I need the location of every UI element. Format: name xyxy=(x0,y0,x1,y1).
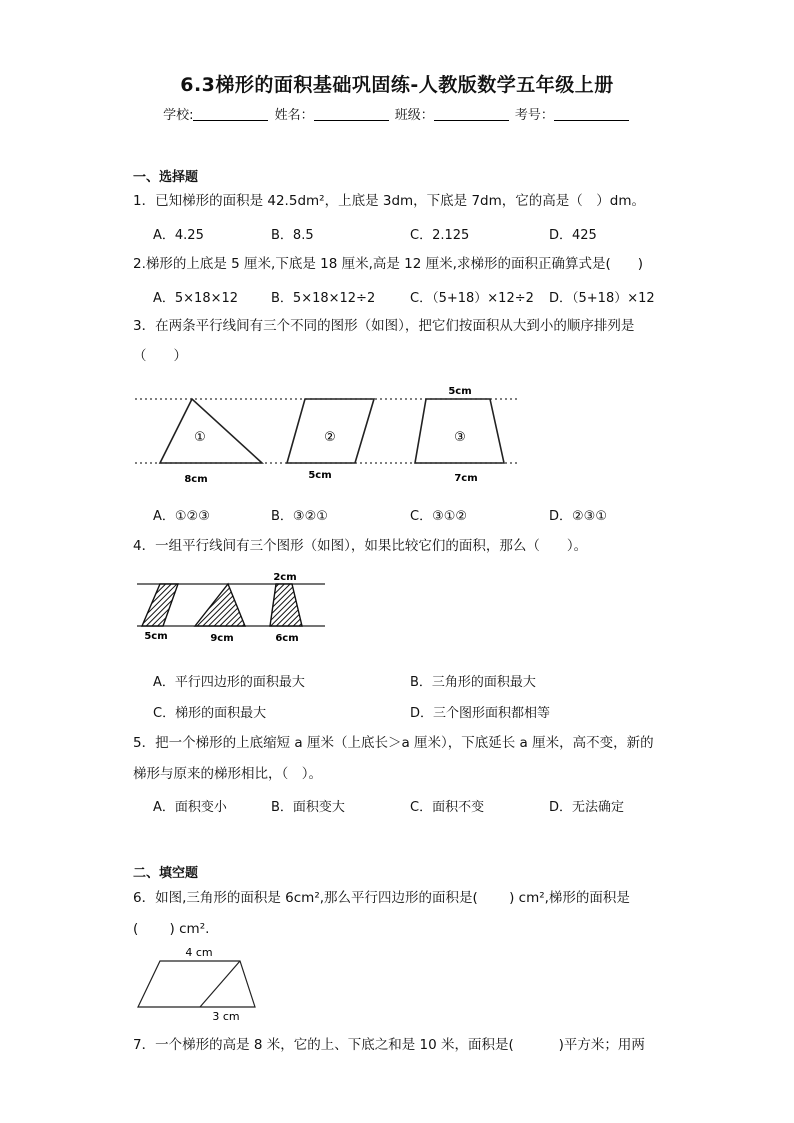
q1-option-c[interactable]: C．2.125 xyxy=(410,228,470,243)
q3-label-1: ① xyxy=(194,430,206,445)
question-7-text: 7．一个梯形的高是 8 米，它的上、下底之和是 10 米，面积是( )平方米；用两 xyxy=(133,1037,645,1053)
school-blank[interactable] xyxy=(193,107,268,121)
q4-option-c[interactable]: C．梯形的面积最大 xyxy=(153,706,267,721)
q3-option-a[interactable]: A．①②③ xyxy=(153,509,210,524)
q4-option-b[interactable]: B．三角形的面积最大 xyxy=(410,675,536,690)
q1-option-a[interactable]: A．4.25 xyxy=(153,228,204,243)
question-6-text-line1: 6．如图,三角形的面积是 6cm²,那么平行四边形的面积是( ) cm²,梯形的面积是 xyxy=(133,890,630,906)
q1-option-b[interactable]: B．8.5 xyxy=(271,228,314,243)
q4-trapezoid-bottom-label: 6cm xyxy=(275,633,299,644)
q6-figure xyxy=(130,943,270,1023)
section-heading-fill-blank: 二、填空题 xyxy=(133,866,199,881)
q4-parallelogram-shape xyxy=(142,584,178,626)
question-5-text-line2: 梯形与原来的梯形相比，（ ）。 xyxy=(133,766,322,782)
q5-option-b[interactable]: B．面积变大 xyxy=(271,800,345,815)
school-label: 学校: xyxy=(163,108,194,123)
q4-trapezoid-top-label: 2cm xyxy=(273,572,297,583)
q4-parallelogram-base-label: 5cm xyxy=(144,631,168,642)
question-2-text: 2.梯形的上底是 5 厘米,下底是 18 厘米,高是 12 厘米,求梯形的面积正确算式是( ) xyxy=(133,256,643,272)
q3-parallelogram-base-label: 5cm xyxy=(308,470,332,481)
question-5-text-line1: 5．把一个梯形的上底缩短 a 厘米（上底长＞a 厘米），下底延长 a 厘米，高不变，新的 xyxy=(133,735,654,751)
q6-trapezoid-shape xyxy=(138,961,255,1007)
student-info-line xyxy=(0,104,794,123)
exam-no-label: 考号： xyxy=(514,108,554,123)
q4-triangle-shape xyxy=(195,584,245,626)
q3-option-c[interactable]: C．③①② xyxy=(410,509,468,524)
question-6-text-line2: ( ) cm². xyxy=(133,921,210,937)
q3-trapezoid-bottom-label: 7cm xyxy=(454,473,478,484)
q2-option-b[interactable]: B．5×18×12÷2 xyxy=(271,291,376,306)
question-1-text: 1．已知梯形的面积是 42.5dm²，上底是 3dm，下底是 7dm，它的高是（ ）dm。 xyxy=(133,193,645,209)
q3-figure xyxy=(130,383,530,488)
question-4-text: 4．一组平行线间有三个图形（如图），如果比较它们的面积，那么（ ）。 xyxy=(133,538,588,554)
name-blank[interactable] xyxy=(314,107,389,121)
q3-label-2: ② xyxy=(324,430,336,445)
q3-label-3: ③ xyxy=(454,430,466,445)
q2-option-d[interactable]: D．（5+18）×12 xyxy=(549,291,655,306)
q3-option-b[interactable]: B．③②① xyxy=(271,509,328,524)
question-3-text: 3．在两条平行线间有三个不同的图形（如图），把它们按面积从大到小的顺序排列是 xyxy=(133,318,635,334)
q6-bottom-label: 3 cm xyxy=(212,1010,240,1023)
q4-figure xyxy=(130,568,340,648)
q3-trapezoid-top-label: 5cm xyxy=(448,386,472,397)
q1-option-d[interactable]: D．425 xyxy=(549,228,597,243)
document-title: 6.3梯形的面积基础巩固练-人教版数学五年级上册 xyxy=(180,74,614,96)
question-3-answer-paren: （ ） xyxy=(133,348,187,364)
class-label: 班级： xyxy=(394,108,434,123)
q2-option-a[interactable]: A．5×18×12 xyxy=(153,291,239,306)
q6-divider-line xyxy=(200,961,240,1007)
exam-no-blank[interactable] xyxy=(554,107,629,121)
q5-option-c[interactable]: C．面积不变 xyxy=(410,800,485,815)
q3-option-d[interactable]: D．②③① xyxy=(549,509,607,524)
q4-triangle-base-label: 9cm xyxy=(210,633,234,644)
q3-triangle-base-label: 8cm xyxy=(184,474,208,485)
q5-option-d[interactable]: D．无法确定 xyxy=(549,800,625,815)
q4-option-d[interactable]: D．三个图形面积都相等 xyxy=(410,706,551,721)
q2-option-c[interactable]: C．（5+18）×12÷2 xyxy=(410,291,534,306)
q6-top-label: 4 cm xyxy=(185,946,213,959)
q5-option-a[interactable]: A．面积变小 xyxy=(153,800,227,815)
q4-option-a[interactable]: A．平行四边形的面积最大 xyxy=(153,675,305,690)
q3-triangle-shape xyxy=(160,399,262,463)
section-heading-choice: 一、选择题 xyxy=(133,170,199,185)
q4-trapezoid-shape xyxy=(270,584,302,626)
class-blank[interactable] xyxy=(434,107,509,121)
name-label: 姓名： xyxy=(274,108,314,123)
